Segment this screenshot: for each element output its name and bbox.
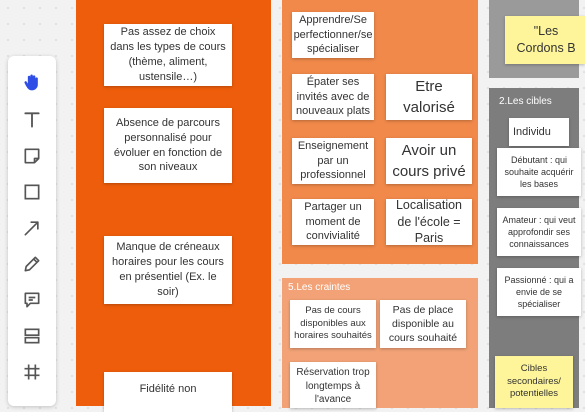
sticky-note-target-secondaires[interactable]: Cibles secondaires/ potentielles: [495, 356, 573, 408]
sticky-note-motivation-3[interactable]: Enseignement par un professionnel: [292, 138, 374, 184]
sticky-note-motivation-4[interactable]: Partager un moment de convivialité: [292, 199, 374, 245]
sticky-note-motivation-2[interactable]: Épater ses invités avec de nouveaux plats: [292, 74, 374, 120]
sticky-note-motivation-localisation[interactable]: Localisation de l'école = Paris: [386, 199, 472, 245]
sticky-note-target-header[interactable]: Individu: [509, 118, 569, 146]
sticky-note-fear-1[interactable]: Pas de cours disponibles aux horaires souhaités: [290, 300, 376, 348]
frame-title-motivations: [288, 0, 366, 1]
layout-icon[interactable]: [20, 324, 44, 348]
frame-motivations[interactable]: [282, 0, 478, 264]
frame-targets[interactable]: [489, 88, 579, 408]
sticky-note-motivation-cours-prive[interactable]: Avoir un cours privé: [386, 138, 472, 184]
frame-title-problems: [82, 0, 159, 1]
text-icon[interactable]: [20, 108, 44, 132]
hand-icon[interactable]: [20, 70, 44, 94]
left-toolbar: [8, 56, 56, 406]
sticky-note-problem-3[interactable]: Manque de créneaux horaires pour les cours en présentiel (Ex. le soir): [104, 236, 232, 304]
sticky-note-target-debutant[interactable]: Débutant : qui souhaite acquérir les bases: [497, 148, 581, 196]
sticky-note-fear-2[interactable]: Pas de place disponible au cours souhaité: [380, 300, 466, 348]
sticky-note-target-amateur[interactable]: Amateur : qui veut approfondir ses connaissances: [497, 208, 581, 256]
pen-icon[interactable]: [20, 252, 44, 276]
frame-fears[interactable]: [282, 278, 478, 408]
sticky-note-motivation-1[interactable]: Apprendre/Se perfectionner/se spécialiser: [292, 12, 374, 58]
sticky-note-motivation-valorise[interactable]: Etre valorisé: [386, 74, 472, 120]
frame-icon[interactable]: [20, 360, 44, 384]
sticky-note-icon[interactable]: [20, 144, 44, 168]
sticky-note-company[interactable]: "Les Cordons B: [505, 16, 585, 64]
frame-title-fears: 5.Les craintes: [288, 282, 351, 293]
frame-title-targets: 2.Les cibles: [499, 96, 552, 107]
frame-company[interactable]: [489, 0, 579, 78]
sticky-note-problem-2[interactable]: Absence de parcours personnalisé pour évoluer en fonction de son niveaux: [104, 108, 232, 183]
sticky-note-fear-3[interactable]: Réservation trop longtemps à l'avance: [290, 362, 376, 408]
rectangle-icon[interactable]: [20, 180, 44, 204]
arrow-icon[interactable]: [20, 216, 44, 240]
comment-icon[interactable]: [20, 288, 44, 312]
frame-problems[interactable]: [76, 0, 271, 406]
sticky-note-target-passionne[interactable]: Passionné : qui a envie de se spécialiser: [497, 268, 581, 316]
frame-title-company: [497, 0, 560, 1]
sticky-note-problem-1[interactable]: Pas assez de choix dans les types de cours (thème, aliment, ustensile…): [104, 24, 232, 86]
sticky-note-problem-4[interactable]: Fidélité non: [104, 372, 232, 412]
